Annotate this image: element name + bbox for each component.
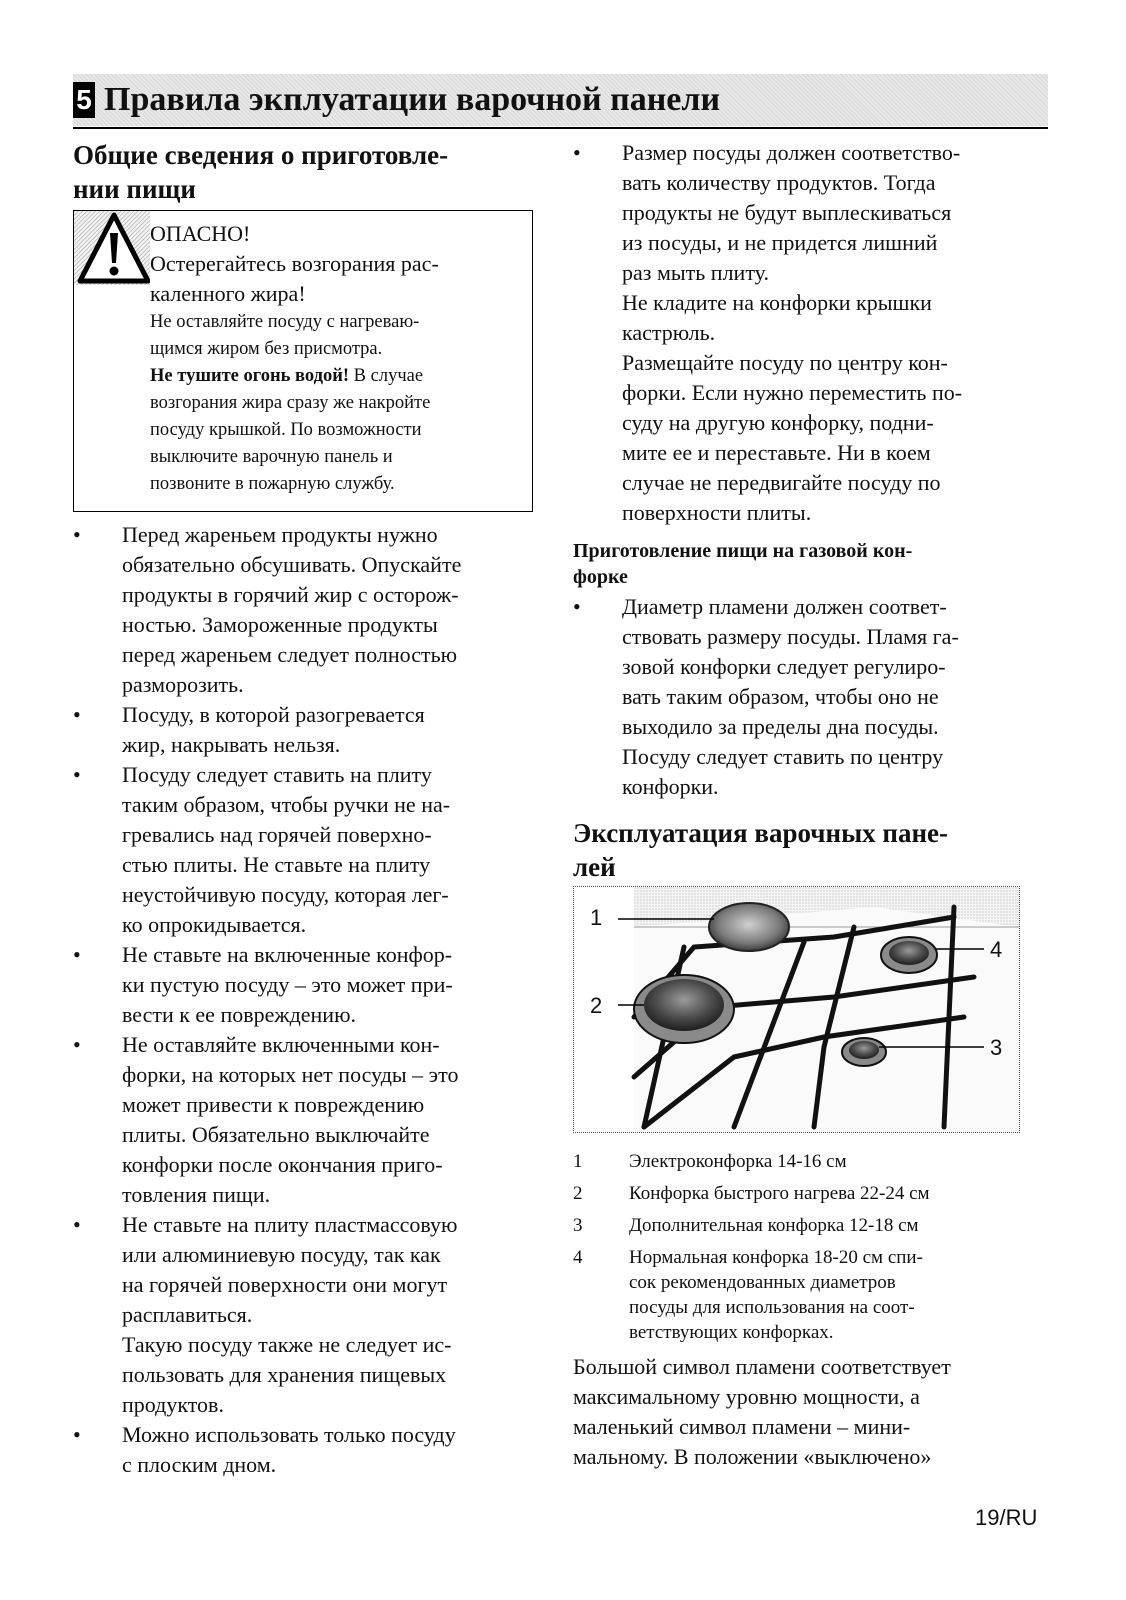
list-item: • Посуду, в которой разогревается жир, накрывать нельзя. [73, 700, 533, 760]
warning-text [150, 219, 526, 498]
legend-row [573, 1213, 1043, 1238]
legend-text: Конфорка быстрого нагрева 22-24 см [629, 1183, 930, 1204]
chapter-header-rule [73, 127, 1048, 129]
left-bullet-list [73, 520, 533, 1480]
warning-details [150, 309, 526, 498]
warning-line: позвоните в пожарную службу. [150, 474, 395, 494]
figure-legend [573, 1149, 1043, 1345]
warning-title: ОПАСНО! [150, 221, 251, 246]
warning-lead [150, 249, 526, 309]
legend-row [573, 1149, 1043, 1174]
legend-number: 1 [573, 1151, 583, 1172]
heading-line: Приготовление пищи на газовой кон- [573, 540, 913, 562]
right-bullet-list-gas [573, 592, 1043, 802]
list-item: • Диаметр пламени должен соответ- ствовать размеру посуды. Пламя га- зовой конфорки следует регулиро- вать таким образом, чтобы оно не выходило за пределы дна посуды. Посуду следует ставить по центру конфорки. [573, 592, 1043, 802]
hob-illustration [574, 887, 1019, 1132]
figure-label: 3 [990, 1035, 1003, 1060]
legend-text: Нормальная конфорка 18-20 см спи- сок рекомендованных диаметров посуды для использования на соот- ветствующих конфорках. [629, 1247, 923, 1343]
warning-line-rest: В случае [349, 366, 424, 386]
warning-lead-line: Остерегайтесь возгорания рас- [150, 251, 439, 276]
list-item: • Можно использовать только посуду с плоским дном. [73, 1420, 533, 1480]
closing-paragraph: Большой символ пламени соответствует максимальному уровню мощности, а маленький символ пламени – мини- мальному. В положении «выключено» [573, 1354, 951, 1469]
legend-number: 2 [573, 1183, 583, 1204]
warning-line: щимся жиром без присмотра. [150, 339, 383, 359]
heading-line: Общие сведения о приготовле- [73, 140, 449, 170]
legend-row [573, 1245, 1043, 1345]
heading-line: нии пищи [73, 174, 196, 204]
legend-number: 3 [573, 1215, 583, 1236]
danger-warning-box [73, 210, 533, 512]
heading-line: форке [573, 566, 628, 588]
list-item: • Посуду следует ставить на плиту таким образом, чтобы ручки не на- гревались над горячей поверхно- стью плиты. Не ставьте на плиту неустойчивую посуду, которая лег- ко опрокидывается. [73, 760, 533, 940]
warning-line: выключите варочную панель и [150, 447, 393, 467]
section-heading-hob-use [573, 816, 1043, 884]
heading-line: лей [573, 852, 616, 882]
subheading-gas-cooking [573, 538, 1043, 590]
legend-text: Дополнительная конфорка 12-18 см [629, 1215, 919, 1236]
list-item: • Перед жареньем продукты нужно обязательно обсушивать. Опускайте продукты в горячий жир с осторож- ностью. Замороженные продукты перед жареньем следует полностью разморозить. [73, 520, 533, 700]
legend-text: Электроконфорка 14-16 см [629, 1151, 847, 1172]
page-number: 19/RU [975, 1505, 1038, 1530]
hob-figure [573, 886, 1020, 1133]
list-item: • Размер посуды должен соответство- вать количеству продуктов. Тогда продукты не будут выплескиваться из посуды, и не придется лишний раз мыть плиту. Не кладите на конфорки крышки кастрюль. Размещайте посуду по центру кон- форки. Если нужно переместить по- суду на другую конфорку, подни- мите ее и переставьте. Ни в коем случае не передвигайте посуду по поверхности плиты. [573, 138, 1043, 528]
chapter-title: Правила экплуатации варочной панели [104, 81, 721, 118]
right-bullet-list-top [573, 138, 1043, 528]
warning-lead-line: каленного жира! [150, 281, 306, 306]
heading-line: Эксплуатация варочных пане- [573, 818, 948, 848]
list-item: • Не оставляйте включенными кон- форки, на которых нет посуды – это может привести к повреждению плиты. Обязательно выключайте конфорки после окончания приго- товления пищи. [73, 1030, 533, 1210]
warning-line: возгорания жира сразу же накройте [150, 393, 431, 413]
warning-line: посуду крышкой. По возможности [150, 420, 422, 440]
figure-label: 1 [590, 905, 603, 930]
chapter-number: 5 [73, 82, 95, 118]
list-item: • Не ставьте на плиту пластмассовую или алюминиевую посуду, так как на горячей поверхности они могут расплавиться. Такую посуду также не следует ис- пользовать для хранения пищевых продуктов. [73, 1210, 533, 1420]
section-heading-general [73, 138, 533, 206]
warning-line [150, 363, 526, 390]
warning-line: Не оставляйте посуду с нагреваю- [150, 312, 420, 332]
warning-triangle-icon [74, 211, 150, 285]
warning-bold-phrase: Не тушите огонь водой! [150, 366, 350, 386]
figure-label: 2 [590, 993, 603, 1018]
left-column [73, 138, 533, 1480]
figure-label: 4 [990, 937, 1003, 962]
right-column [573, 138, 1043, 1472]
legend-row [573, 1181, 1043, 1206]
legend-number: 4 [573, 1247, 583, 1268]
list-item: • Не ставьте на включенные конфор- ки пустую посуду – это может при- вести к ее повреждению. [73, 940, 533, 1030]
